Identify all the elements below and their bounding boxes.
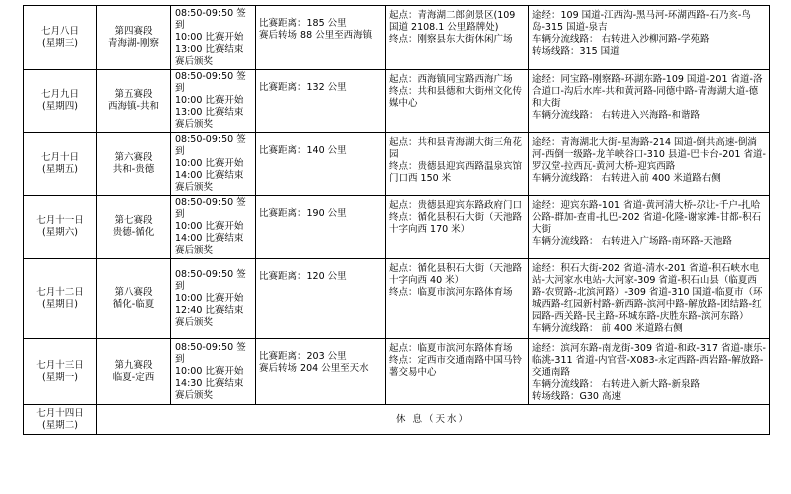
date: 七月十一日 [36,215,84,226]
times-cell [171,6,256,70]
distance-cell [256,339,386,405]
stage-cell [97,259,171,339]
stage-number: 第六赛段 [114,152,153,163]
weekday: (星期三) [42,37,78,49]
times-cell-line: 13:00 比赛结束 [175,43,244,55]
distance-cell [256,133,386,196]
stage-number: 第八赛段 [114,286,153,298]
distance-cell-line: 比赛距离：140 公里 [259,145,347,156]
times-cell [171,70,256,133]
times-cell-line: 赛后颁奖 [175,55,214,67]
stage-cell [97,133,171,196]
date: 七月十四日 [36,407,84,419]
route-cell [529,196,770,259]
times-cell-line: 赛后颁奖 [175,182,214,193]
times-cell-line: 08:50-09:50 签到 [175,71,246,94]
route-cell-line: 车辆分流线路： 右转进入兴海路-和谐路 [532,110,700,121]
stage-route-name: 西海镇-共和 [108,101,159,112]
times-cell-line: 08:50-09:50 签到 [175,268,246,292]
date-cell [24,339,97,405]
times-cell-line: 10:00 比赛开始 [175,292,244,304]
route-cell [529,259,770,339]
route-cell-line: 转场线路：G30 高速 [532,391,621,402]
start-finish-cell-line: 终点：刚察县东大街休闲广场 [389,34,513,45]
distance-cell [256,259,386,339]
route-cell-line: 车辆分流线路： 前 400 米道路右侧 [532,323,683,334]
start-finish-cell-line: 起点：临夏市滨河东路体育场 [389,343,513,354]
stage-number: 第五赛段 [114,89,153,100]
distance-cell-line: 比赛距离：190 公里 [259,208,347,219]
start-finish-cell-line: 终点：循化县积石大街（天池路十字向西 170 米） [389,212,523,235]
times-cell-line: 14:30 比赛结束 [175,377,244,389]
table-row [24,6,770,70]
start-finish-cell-line: 终点：临夏市滨河东路体育场 [389,287,513,298]
times-cell-line: 10:00 比赛开始 [175,158,244,169]
distance-cell-line: 赛后转场 88 公里至西海镇 [259,30,373,41]
route-cell [529,133,770,196]
route-cell-line: 途经：滨河东路-南龙街-309 省道-和政-317 省道-康乐-临洮-311 省道-内官营-X083-永定西路-西岩路-解放路-交通南路 [532,343,766,378]
times-cell-line: 10:00 比赛开始 [175,31,244,43]
times-cell [171,196,256,259]
distance-cell [256,196,386,259]
date-cell [24,259,97,339]
start-finish-cell-line: 起点：共和县青海湖大街三角花园 [389,137,523,160]
stage-route-name: 临夏-定西 [112,371,155,383]
stage-number: 第七赛段 [114,215,153,226]
stage-cell [97,196,171,259]
start-finish-cell [386,196,529,259]
start-finish-cell-line: 起点：西海镇同宝路西海广场 [389,74,513,85]
start-finish-cell-line: 起点：贵德县迎宾东路政府门口 [389,200,523,211]
stage-route-name: 循化-临夏 [112,298,155,310]
times-cell-line: 赛后颁奖 [175,316,214,328]
distance-cell-line: 比赛距离：132 公里 [259,82,347,93]
date: 七月十二日 [36,286,84,298]
table-row [24,70,770,133]
route-cell-line: 转场线路：315 国道 [532,46,620,57]
times-cell-line: 08:50-09:50 签到 [175,197,246,220]
stage-cell [97,339,171,405]
route-cell [529,339,770,405]
times-cell-line: 14:00 比赛结束 [175,170,244,181]
date: 七月九日 [40,89,79,100]
route-cell-line: 车辆分流线路： 右转进入新大路-新泉路 [532,379,700,390]
date-cell [24,196,97,259]
times-cell-line: 08:50-09:50 签到 [175,134,246,157]
stage-route-name: 共和-贵德 [112,164,155,175]
times-cell-line: 12:40 比赛结束 [175,304,244,316]
distance-cell-line: 比赛距离：185 公里 [259,18,347,29]
start-finish-cell-line: 起点：青海湖二郎剑景区(109 国道 2108.1 公里路牌处) [389,10,516,33]
distance-cell [256,70,386,133]
weekday: (星期二) [42,419,78,431]
stage-cell [97,6,171,70]
stage-number: 第九赛段 [114,359,153,371]
start-finish-cell [386,6,529,70]
distance-cell [256,6,386,70]
stage-route-name: 青海湖-刚察 [108,37,159,49]
stage-route-name: 贵德-循化 [112,227,155,238]
date: 七月十日 [40,152,79,163]
rest-day-label: 休 息（天水） [97,405,770,435]
weekday: (星期日) [42,298,78,310]
route-cell [529,70,770,133]
times-cell-line: 14:00 比赛结束 [175,233,244,244]
route-cell-line: 途经：109 国道-江西沟-黑马河-环湖西路-石乃亥-鸟岛-315 国道-泉吉 [532,10,751,33]
table-row [24,259,770,339]
times-cell-line: 08:50-09:50 签到 [175,7,246,31]
start-finish-cell [386,339,529,405]
table-row [24,339,770,405]
schedule-table [23,5,770,435]
date-cell [24,70,97,133]
route-cell-line: 车辆分流线路： 右转进入前 400 米道路右侧 [532,173,721,184]
date: 七月八日 [40,25,79,37]
weekday: (星期六) [42,227,78,238]
start-finish-cell [386,70,529,133]
start-finish-cell-line: 终点：定西市交通南路中国马铃薯交易中心 [389,355,523,378]
distance-cell-line: 赛后转场 204 公里至天水 [259,363,369,374]
weekday: (星期一) [42,371,78,383]
weekday: (星期五) [42,164,78,175]
stage-number: 第四赛段 [114,25,153,37]
route-cell-line: 途经：积石大街-202 省道-清水-201 省道-积石峡水电站-大河家水电站-大河家-309 省道-积石山县（临夏西路-农贸路-北滨河路）-309 省道-310 国道-临夏市（环城西路-红园新村路-新西路-滨河中路-解放路-团结路-红园路-西关路-民主路-环城东路-庆胜东路-滨河东路） [532,263,763,322]
times-cell-line: 08:50-09:50 签到 [175,341,246,365]
route-cell-line: 途经：同宝路-刚察路-环湖东路-109 国道-201 省道-洛合道口-沟后水库-共和黄河路-同德中路-青海湖大道-德和大街 [532,74,763,109]
start-finish-cell [386,133,529,196]
times-cell-line: 赛后颁奖 [175,119,214,130]
route-cell-line: 车辆分流线路： 右转进入沙柳河路-学苑路 [532,34,710,45]
start-finish-cell-line: 起点：循化县积石大街（天池路十字向西 40 米） [389,263,523,286]
date: 七月十三日 [36,359,84,371]
distance-cell-line: 比赛距离：203 公里 [259,351,347,362]
start-finish-cell-line: 终点：贵德县迎宾西路温泉宾馆门口西 150 米 [389,161,523,184]
times-cell-line: 赛后颁奖 [175,245,214,256]
weekday: (星期四) [42,101,78,112]
route-cell-line: 途经：迎宾东路-101 省道-黄河清大桥-尕让-千户-扎哈公路-群加-查甫-扎巴-202 省道-化隆-谢家滩-甘都-积石大街 [532,200,762,235]
stage-cell [97,70,171,133]
route-cell-line: 车辆分流线路： 右转进入广场路-南环路-天池路 [532,236,732,247]
times-cell-line: 10:00 比赛开始 [175,365,244,377]
times-cell [171,259,256,339]
times-cell-line: 赛后颁奖 [175,389,214,401]
table-row [24,196,770,259]
distance-cell-line: 比赛距离：120 公里 [259,271,347,282]
times-cell [171,339,256,405]
times-cell-line: 10:00 比赛开始 [175,95,244,106]
start-finish-cell-line: 终点：共和县德和大街州文化传媒中心 [389,86,523,109]
route-cell-line: 途经：青海湖北大街-星海路-214 国道-倒共高速-倒淌河-西倒一级路-龙羊峡谷口-310 县道-巴卡台-201 省道-罗汉堂-拉西瓦-黄河大桥-迎宾西路 [532,137,766,172]
rest-day-row [24,405,770,435]
date-cell [24,405,97,435]
times-cell-line: 13:00 比赛结束 [175,107,244,118]
start-finish-cell [386,259,529,339]
route-cell [529,6,770,70]
date-cell [24,6,97,70]
date-cell [24,133,97,196]
times-cell-line: 10:00 比赛开始 [175,221,244,232]
table-row [24,133,770,196]
times-cell [171,133,256,196]
